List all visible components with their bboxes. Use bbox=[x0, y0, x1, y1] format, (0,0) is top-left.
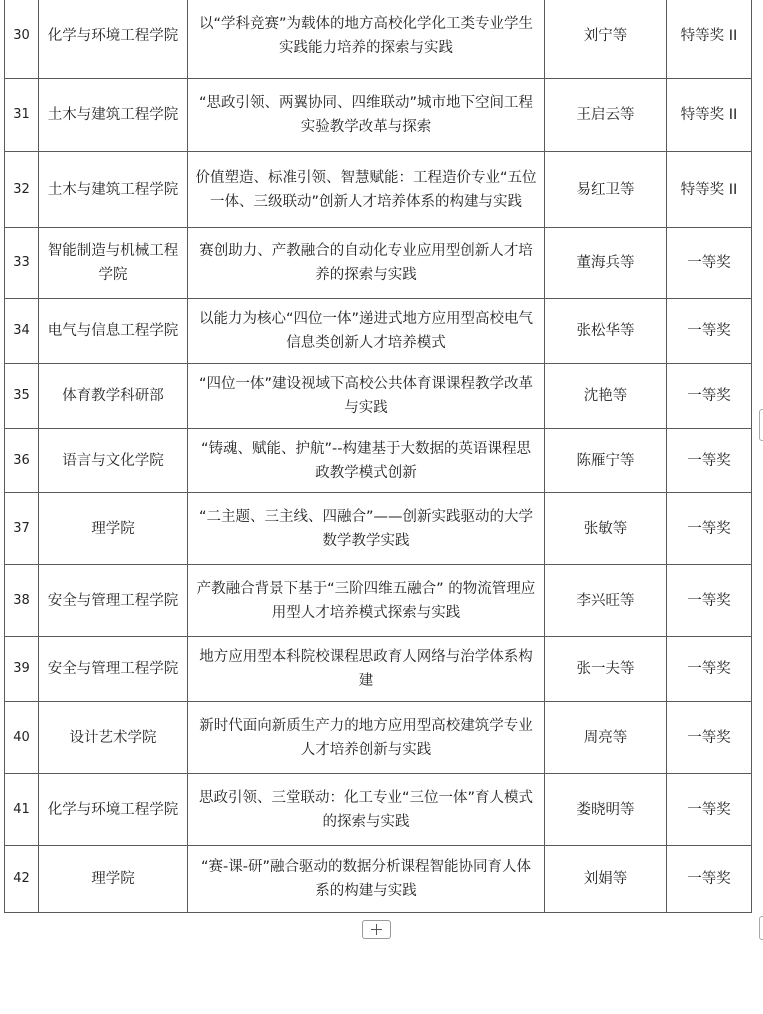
college-cell: 理学院 bbox=[39, 846, 188, 913]
leader-cell: 刘娟等 bbox=[545, 846, 667, 913]
edge-collapse-tab-lower[interactable] bbox=[759, 916, 763, 940]
table-row bbox=[5, 228, 752, 299]
college-cell: 语言与文化学院 bbox=[39, 429, 188, 493]
project-title-cell: 地方应用型本科院校课程思政育人网络与治学体系构建 bbox=[188, 637, 545, 702]
project-title-cell: 产教融合背景下基于“三阶四维五融合” 的物流管理应用型人才培养模式探索与实践 bbox=[188, 565, 545, 637]
project-title-cell: “二主题、三主线、四融合”——创新实践驱动的大学数学教学实践 bbox=[188, 493, 545, 565]
college-cell: 电气与信息工程学院 bbox=[39, 299, 188, 364]
award-cell: 特等奖 II bbox=[667, 152, 752, 228]
table-row bbox=[5, 152, 752, 228]
leader-cell: 董海兵等 bbox=[545, 228, 667, 299]
leader-cell: 娄晓明等 bbox=[545, 774, 667, 846]
leader-cell: 李兴旺等 bbox=[545, 565, 667, 637]
row-number: 33 bbox=[5, 228, 39, 299]
row-number: 35 bbox=[5, 364, 39, 429]
project-title-cell: 赛创助力、产教融合的自动化专业应用型创新人才培养的探索与实践 bbox=[188, 228, 545, 299]
row-number: 40 bbox=[5, 702, 39, 774]
project-title-cell: “思政引领、两翼协同、四维联动”城市地下空间工程实验教学改革与探索 bbox=[188, 79, 545, 152]
leader-cell: 张松华等 bbox=[545, 299, 667, 364]
leader-cell: 沈艳等 bbox=[545, 364, 667, 429]
award-cell: 一等奖 bbox=[667, 364, 752, 429]
project-title-cell: 思政引领、三堂联动：化工专业“三位一体”育人模式的探索与实践 bbox=[188, 774, 545, 846]
row-number: 38 bbox=[5, 565, 39, 637]
row-number: 37 bbox=[5, 493, 39, 565]
award-cell: 特等奖 II bbox=[667, 0, 752, 79]
plus-icon bbox=[371, 924, 382, 935]
leader-cell: 周亮等 bbox=[545, 702, 667, 774]
leader-cell: 王启云等 bbox=[545, 79, 667, 152]
table-row bbox=[5, 299, 752, 364]
table-row bbox=[5, 79, 752, 152]
award-cell: 特等奖 II bbox=[667, 79, 752, 152]
award-cell: 一等奖 bbox=[667, 637, 752, 702]
table-row bbox=[5, 493, 752, 565]
award-cell: 一等奖 bbox=[667, 429, 752, 493]
project-title-cell: “四位一体”建设视域下高校公共体育课课程教学改革与实践 bbox=[188, 364, 545, 429]
college-cell: 土木与建筑工程学院 bbox=[39, 79, 188, 152]
row-number: 41 bbox=[5, 774, 39, 846]
row-number: 39 bbox=[5, 637, 39, 702]
leader-cell: 陈雁宁等 bbox=[545, 429, 667, 493]
row-number: 32 bbox=[5, 152, 39, 228]
award-cell: 一等奖 bbox=[667, 565, 752, 637]
awards-table-body bbox=[5, 0, 752, 913]
college-cell: 智能制造与机械工程学院 bbox=[39, 228, 188, 299]
table-row bbox=[5, 774, 752, 846]
table-row bbox=[5, 702, 752, 774]
college-cell: 化学与环境工程学院 bbox=[39, 0, 188, 79]
college-cell: 体育教学科研部 bbox=[39, 364, 188, 429]
row-number: 31 bbox=[5, 79, 39, 152]
table-row bbox=[5, 637, 752, 702]
table-row bbox=[5, 565, 752, 637]
college-cell: 理学院 bbox=[39, 493, 188, 565]
row-number: 34 bbox=[5, 299, 39, 364]
leader-cell: 易红卫等 bbox=[545, 152, 667, 228]
table-row bbox=[5, 364, 752, 429]
college-cell: 设计艺术学院 bbox=[39, 702, 188, 774]
leader-cell: 张一夫等 bbox=[545, 637, 667, 702]
project-title-cell: 价值塑造、标准引领、智慧赋能：工程造价专业“五位一体、三级联动”创新人才培养体系的构建与实践 bbox=[188, 152, 545, 228]
row-number: 36 bbox=[5, 429, 39, 493]
awards-table bbox=[4, 0, 752, 913]
edge-collapse-tab-upper[interactable] bbox=[759, 409, 763, 441]
row-number: 30 bbox=[5, 0, 39, 79]
table-row bbox=[5, 846, 752, 913]
award-cell: 一等奖 bbox=[667, 299, 752, 364]
leader-cell: 张敏等 bbox=[545, 493, 667, 565]
college-cell: 安全与管理工程学院 bbox=[39, 565, 188, 637]
project-title-cell: 以能力为核心“四位一体”递进式地方应用型高校电气信息类创新人才培养模式 bbox=[188, 299, 545, 364]
project-title-cell: “铸魂、赋能、护航”--构建基于大数据的英语课程思政教学模式创新 bbox=[188, 429, 545, 493]
table-row bbox=[5, 0, 752, 79]
project-title-cell: 新时代面向新质生产力的地方应用型高校建筑学专业人才培养创新与实践 bbox=[188, 702, 545, 774]
project-title-cell: “赛-课-研”融合驱动的数据分析课程智能协同育人体系的构建与实践 bbox=[188, 846, 545, 913]
award-cell: 一等奖 bbox=[667, 774, 752, 846]
award-cell: 一等奖 bbox=[667, 493, 752, 565]
leader-cell: 刘宁等 bbox=[545, 0, 667, 79]
college-cell: 安全与管理工程学院 bbox=[39, 637, 188, 702]
table-row bbox=[5, 429, 752, 493]
award-cell: 一等奖 bbox=[667, 846, 752, 913]
row-number: 42 bbox=[5, 846, 39, 913]
project-title-cell: 以“学科竞赛”为载体的地方高校化学化工类专业学生实践能力培养的探索与实践 bbox=[188, 0, 545, 79]
add-row-button[interactable] bbox=[362, 920, 391, 939]
college-cell: 化学与环境工程学院 bbox=[39, 774, 188, 846]
college-cell: 土木与建筑工程学院 bbox=[39, 152, 188, 228]
award-cell: 一等奖 bbox=[667, 702, 752, 774]
award-cell: 一等奖 bbox=[667, 228, 752, 299]
